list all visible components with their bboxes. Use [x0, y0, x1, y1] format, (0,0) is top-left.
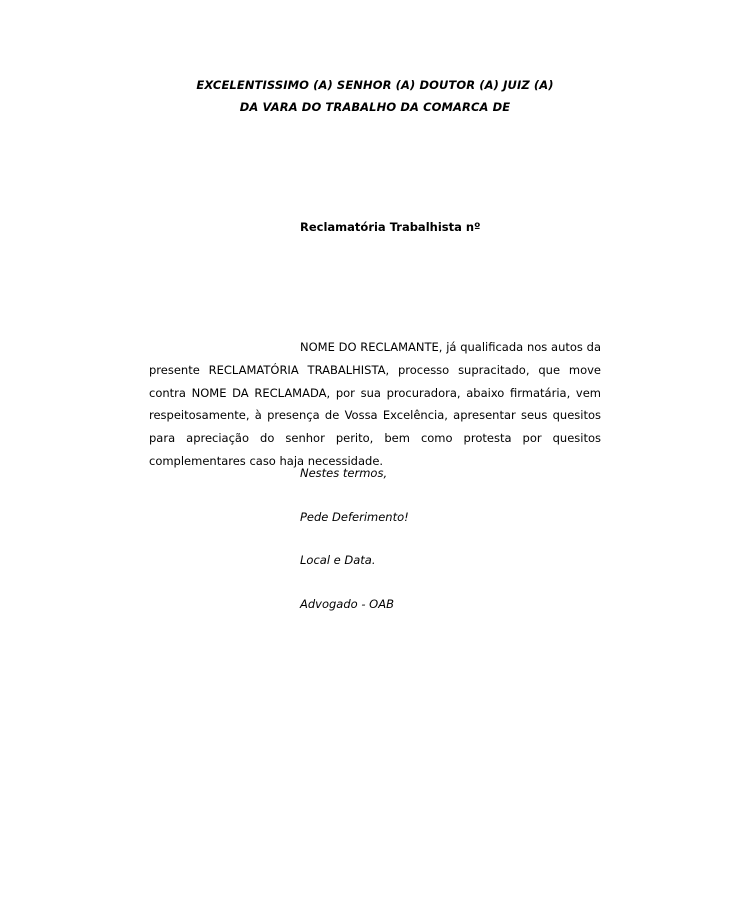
body-paragraph-text: NOME DO RECLAMANTE, já qualificada nos autos da presente RECLAMATÓRIA TRABALHISTA, processo supracitado, que move contra NOME DA RECLAMADA, por sua procuradora, abaixo firmatária, vem respeitosamente, à presença de Vossa Excelência, apresentar seus quesitos para apreciação do senhor perito, bem como protesta por quesitos complementares caso haja necessidade.	[149, 340, 601, 468]
addressee-heading-line-1: EXCELENTISSIMO (A) SENHOR (A) DOUTOR (A) JUIZ (A)	[196, 78, 554, 92]
closing-terms: Nestes termos,	[300, 466, 388, 480]
closing-place-date: Local e Data.	[300, 553, 376, 567]
body-paragraph	[149, 336, 601, 473]
process-title: Reclamatória Trabalhista nº	[300, 220, 481, 234]
closing-request: Pede Deferimento!	[300, 510, 409, 524]
closing-signature: Advogado - OAB	[300, 597, 394, 611]
addressee-heading-line-2: DA VARA DO TRABALHO DA COMARCA DE	[239, 100, 511, 114]
